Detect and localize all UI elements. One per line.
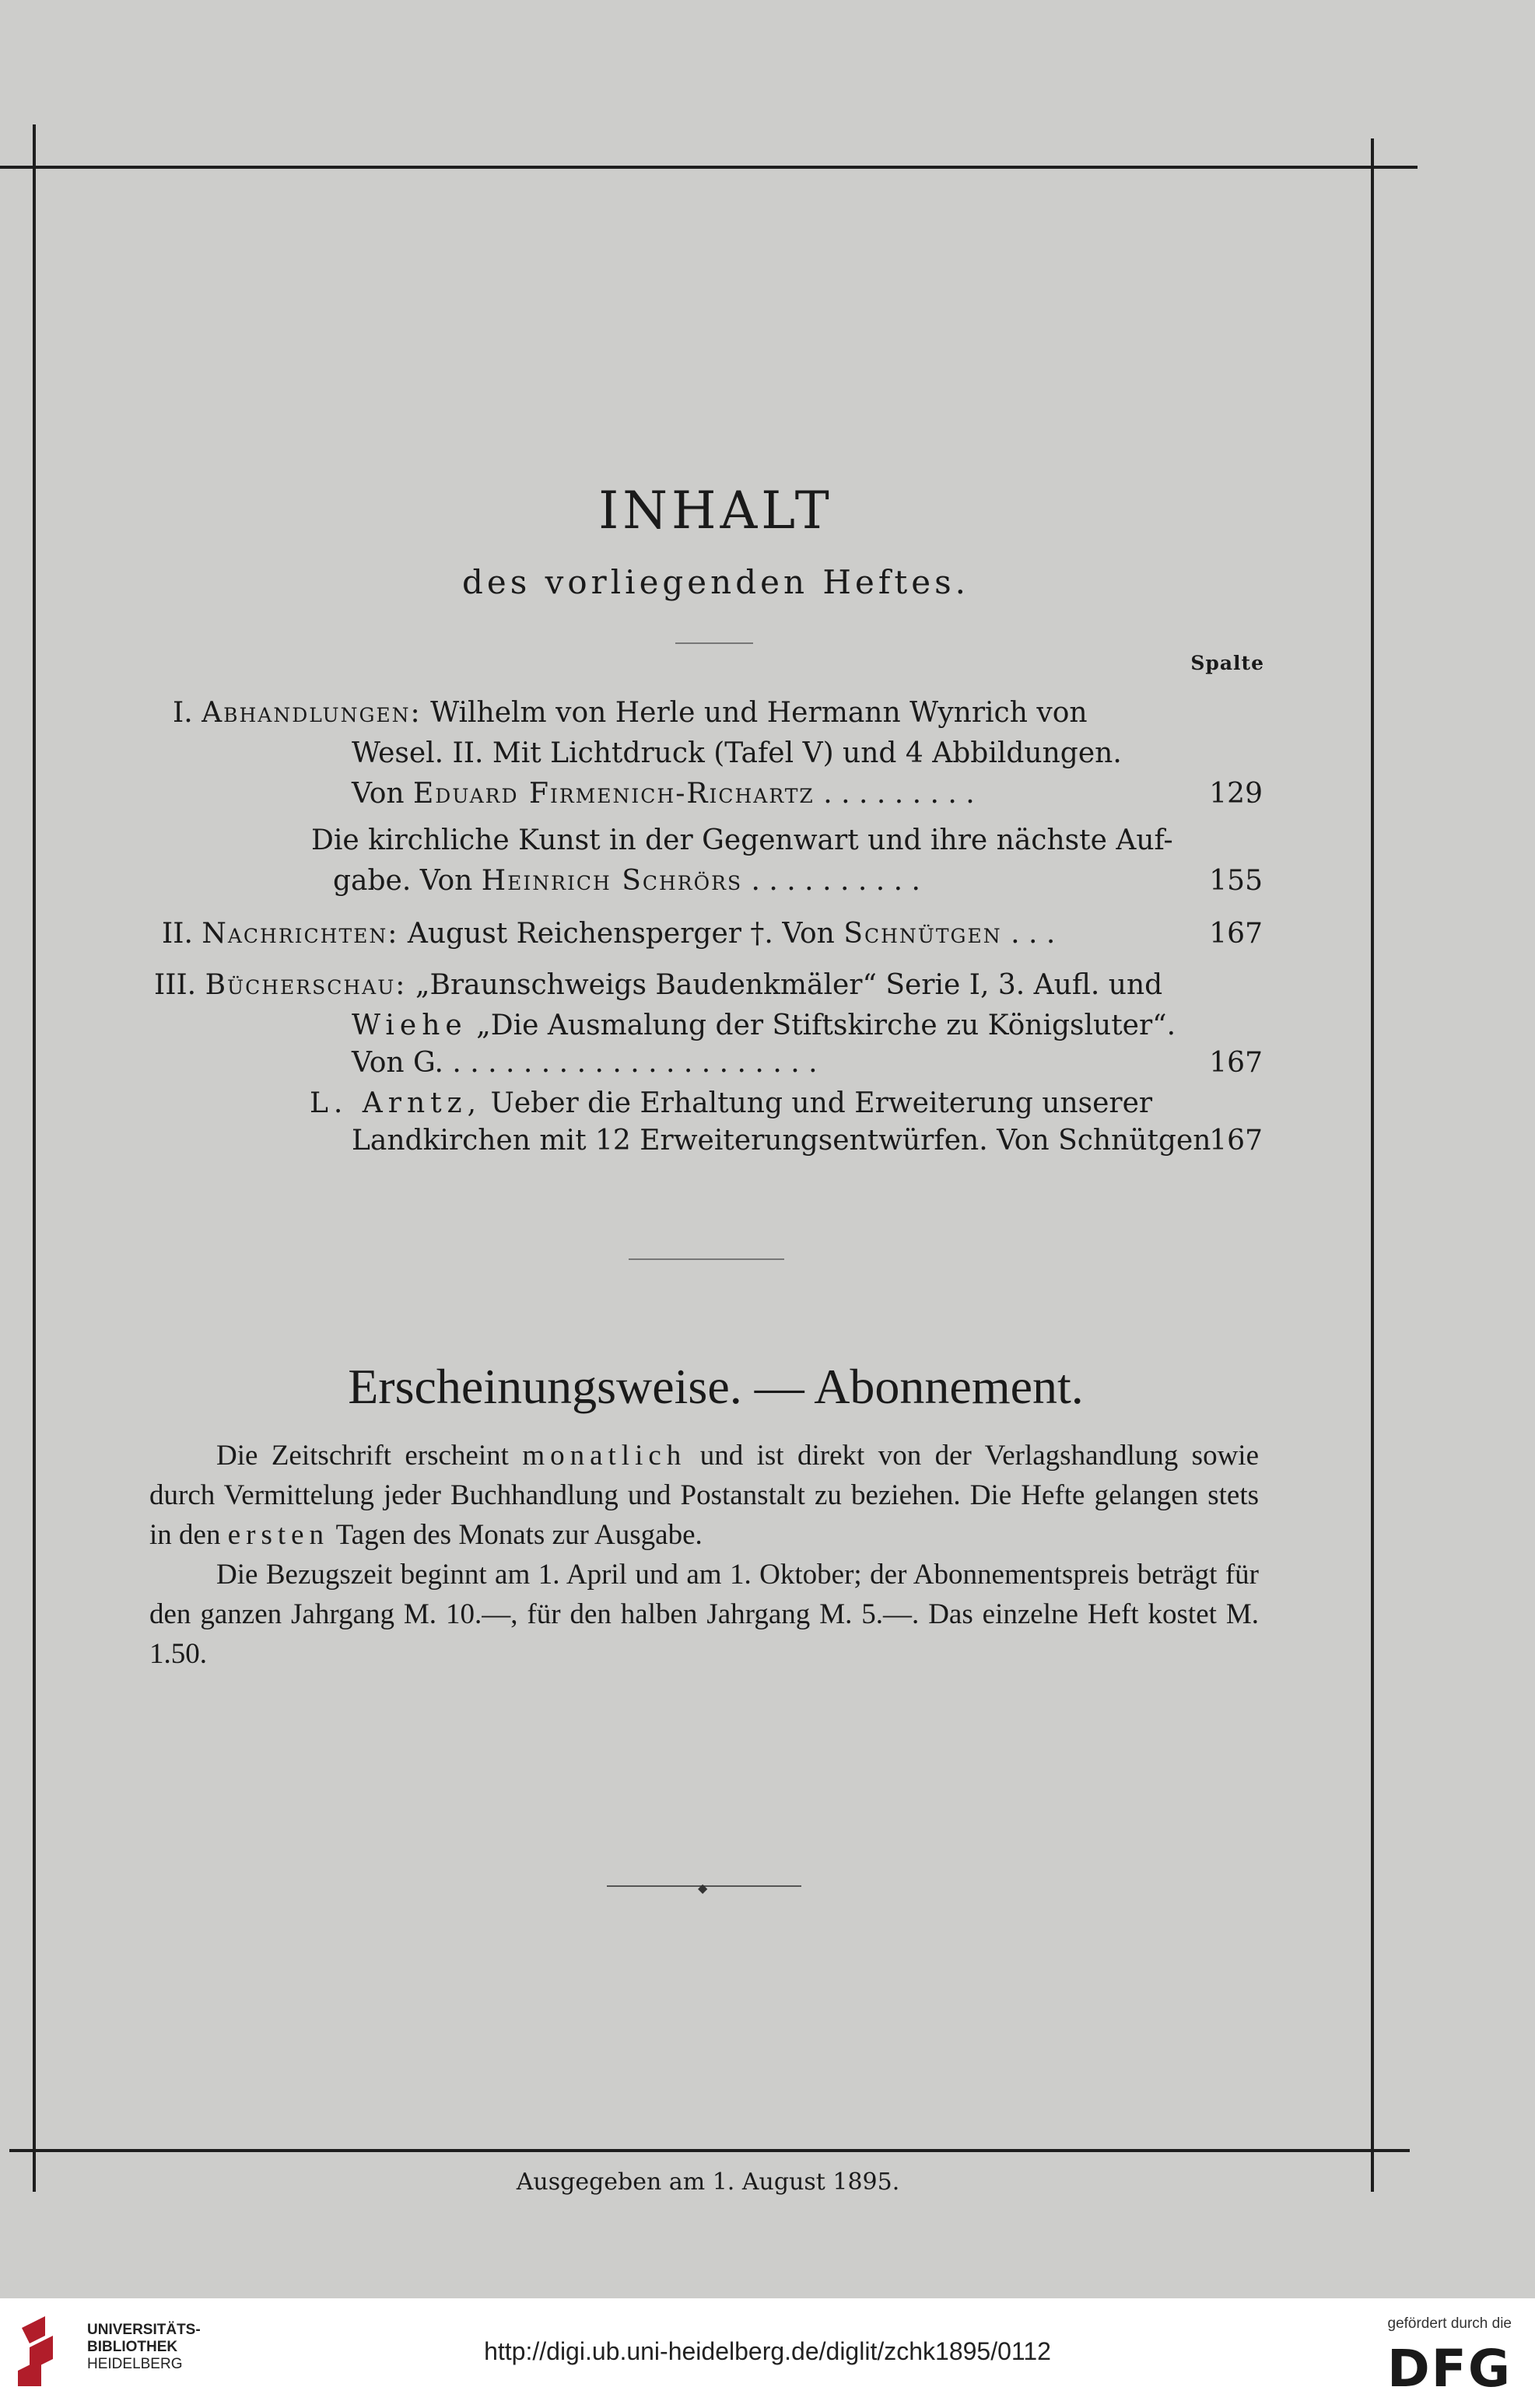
- toc-author: Eduard Firmenich-Richartz: [413, 778, 815, 810]
- toc-text: gabe. Von: [333, 865, 482, 897]
- top-rule: [0, 166, 1418, 169]
- toc-page-number: 167: [1209, 1047, 1263, 1079]
- dfg-logo: DFG: [1386, 2339, 1512, 2399]
- toc-text: „Die Ausmalung der Stiftskirche zu Königsluter“.: [467, 1010, 1176, 1041]
- subscription-paragraph-1: [149, 1436, 1259, 1555]
- contents-title: INHALT: [598, 481, 833, 541]
- funding-label: gefördert durch die: [1387, 2315, 1512, 2332]
- toc-text: August Reichensperger †. Von: [398, 918, 844, 950]
- toc-section: Bücherschau:: [205, 969, 407, 1001]
- toc-dots: . . . . . . . . . .: [742, 865, 920, 897]
- toc-numeral: II.: [162, 918, 193, 950]
- toc-entry-2-line-2: [333, 865, 920, 897]
- library-name-line-1: UNIVERSITÄTS-: [87, 2322, 201, 2338]
- toc-page-number: 129: [1209, 778, 1263, 810]
- toc-page-number: 167: [1209, 1125, 1263, 1157]
- issue-date: Ausgegeben am 1. August 1895.: [516, 2168, 900, 2196]
- paragraph-text: und ist direkt von der Verlagshandlung sowie durch Vermittelung jeder Buchhandlung und Postanstalt zu beziehen. Die Hefte gelangen stets in den: [149, 1440, 1260, 1551]
- digitization-footer: [0, 2298, 1535, 2408]
- right-rule: [1371, 138, 1374, 2192]
- library-name-line-3: HEIDELBERG: [87, 2356, 183, 2372]
- toc-spaced-name: L. Arntz,: [310, 1087, 482, 1119]
- subscription-paragraph-2: Die Bezugszeit beginnt am 1. April und am 1. Oktober; der Abonnementspreis beträgt für den ganzen Jahrgang M. 10.—, für den halben Jahrgang M. 5.—. Das einzelne Heft kostet M. 1.50.: [149, 1559, 1259, 1670]
- section-divider: [629, 1258, 784, 1260]
- column-label: Spalte: [1190, 652, 1264, 674]
- subscription-text: [149, 1436, 1259, 1674]
- emphasis-monatlich: monatlich: [522, 1440, 687, 1472]
- toc-entry-5-line-1: [310, 1087, 1152, 1119]
- toc-spaced-name: Wiehe: [352, 1010, 468, 1041]
- library-name-line-2: BIBLIOTHEK: [87, 2339, 178, 2355]
- toc-section: Nachrichten:: [202, 918, 399, 950]
- toc-page-number: 167: [1209, 918, 1263, 950]
- paragraph-text: Tagen des Monats zur Ausgabe.: [329, 1519, 703, 1551]
- toc-entry-2-line-1: Die kirchliche Kunst in der Gegenwart und ihre nächste Auf-: [311, 824, 1173, 856]
- toc-dots: . . .: [1001, 918, 1056, 950]
- paragraph-text: Die Zeitschrift erscheint: [216, 1440, 523, 1472]
- toc-text: „Braunschweigs Baudenkmäler“ Serie I, 3. Aufl. und: [406, 969, 1163, 1001]
- toc-entry-4-line-2: [352, 1010, 1176, 1041]
- toc-text: Wilhelm von Herle und Hermann Wynrich von: [421, 697, 1088, 729]
- title-divider: [675, 642, 753, 644]
- toc-entry-3-line-1: [162, 918, 1055, 950]
- toc-entry-4-line-1: [154, 969, 1162, 1001]
- left-rule: [33, 124, 36, 2192]
- toc-entry-1-line-2: Wesel. II. Mit Lichtdruck (Tafel V) und 4 Abbildungen.: [352, 737, 1122, 769]
- toc-section: Abhandlungen:: [202, 697, 422, 729]
- toc-text: Ueber die Erhaltung und Erweiterung unserer: [482, 1087, 1153, 1119]
- toc-author: Heinrich Schrörs: [481, 865, 743, 897]
- toc-author: Schnütgen: [843, 918, 1002, 950]
- toc-entry-1-line-1: [173, 697, 1088, 729]
- subscription-heading: Erscheinungsweise. — Abonnement.: [348, 1359, 1084, 1414]
- toc-numeral: I.: [173, 697, 193, 729]
- toc-entry-1-line-3: [352, 778, 975, 810]
- toc-page-number: 155: [1209, 865, 1263, 897]
- emphasis-ersten: ersten: [227, 1519, 330, 1551]
- source-url[interactable]: http://digi.ub.uni-heidelberg.de/diglit/zchk1895/0112: [484, 2337, 1051, 2365]
- toc-dots: . . . . . . . . .: [814, 778, 975, 810]
- toc-entry-4-line-3: Von G. . . . . . . . . . . . . . . . . . . . . .: [352, 1047, 818, 1079]
- toc-entry-5-line-2: Landkirchen mit 12 Erweiterungsentwürfen. Von Schnütgen: [352, 1125, 1211, 1157]
- contents-subtitle: des vorliegenden Heftes.: [461, 563, 970, 601]
- ornament-mark: ◆: [698, 1881, 708, 1895]
- toc-numeral: III.: [154, 969, 197, 1001]
- toc-text: Von: [352, 778, 413, 810]
- bottom-rule: [9, 2149, 1410, 2152]
